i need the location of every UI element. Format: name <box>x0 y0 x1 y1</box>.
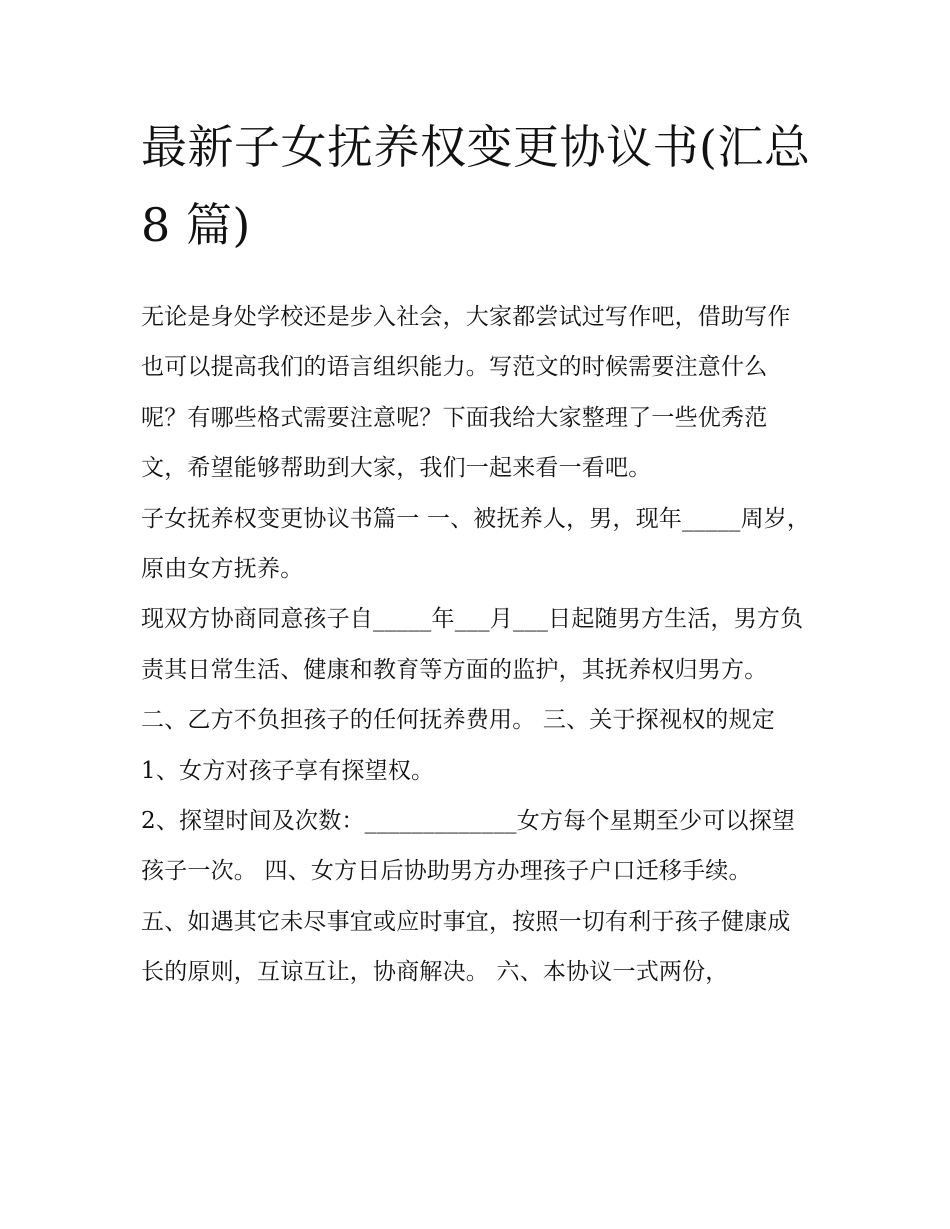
document-page <box>141 108 813 998</box>
document-title: 最新子女抚养权变更协议书(汇总 8 篇) <box>141 120 811 252</box>
paragraph-visitation: 2、探望时间及次数：_____________女方每个星期至少可以探望孩子一次。 四、女方日后协助男方办理孩子户口迁移手续。 <box>141 808 796 885</box>
paragraph-article-5-6: 五、如遇其它未尽事宜或应时事宜，按照一切有利于孩子健康成长的原则，互谅互让，协商解决。 六、本协议一式两份， <box>141 908 791 986</box>
paragraph-custody-terms: 现双方协商同意孩子自_____年___月___日起随男方生活，男方负责其日常生活、健康和教育等方面的监护，其抚养权归男方。 <box>141 606 804 683</box>
paragraph-intro: 无论是身处学校还是步入社会，大家都尝试过写作吧，借助写作也可以提高我们的语言组织能力。写范文的时候需要注意什么呢？有哪些格式需要注意呢？下面我给大家整理了一些优秀范文，希望能够帮助到大家，我们一起来看一看吧。 <box>141 304 791 482</box>
paragraph-article-1: 子女抚养权变更协议书篇一 一、被抚养人，男，现年_____周岁，原由女方抚养。 <box>141 505 811 583</box>
paragraph-article-2-3: 二、乙方不负担孩子的任何抚养费用。 三、关于探视权的规定 1、女方对孩子享有探望权。 <box>141 707 775 784</box>
document-body <box>141 292 813 998</box>
